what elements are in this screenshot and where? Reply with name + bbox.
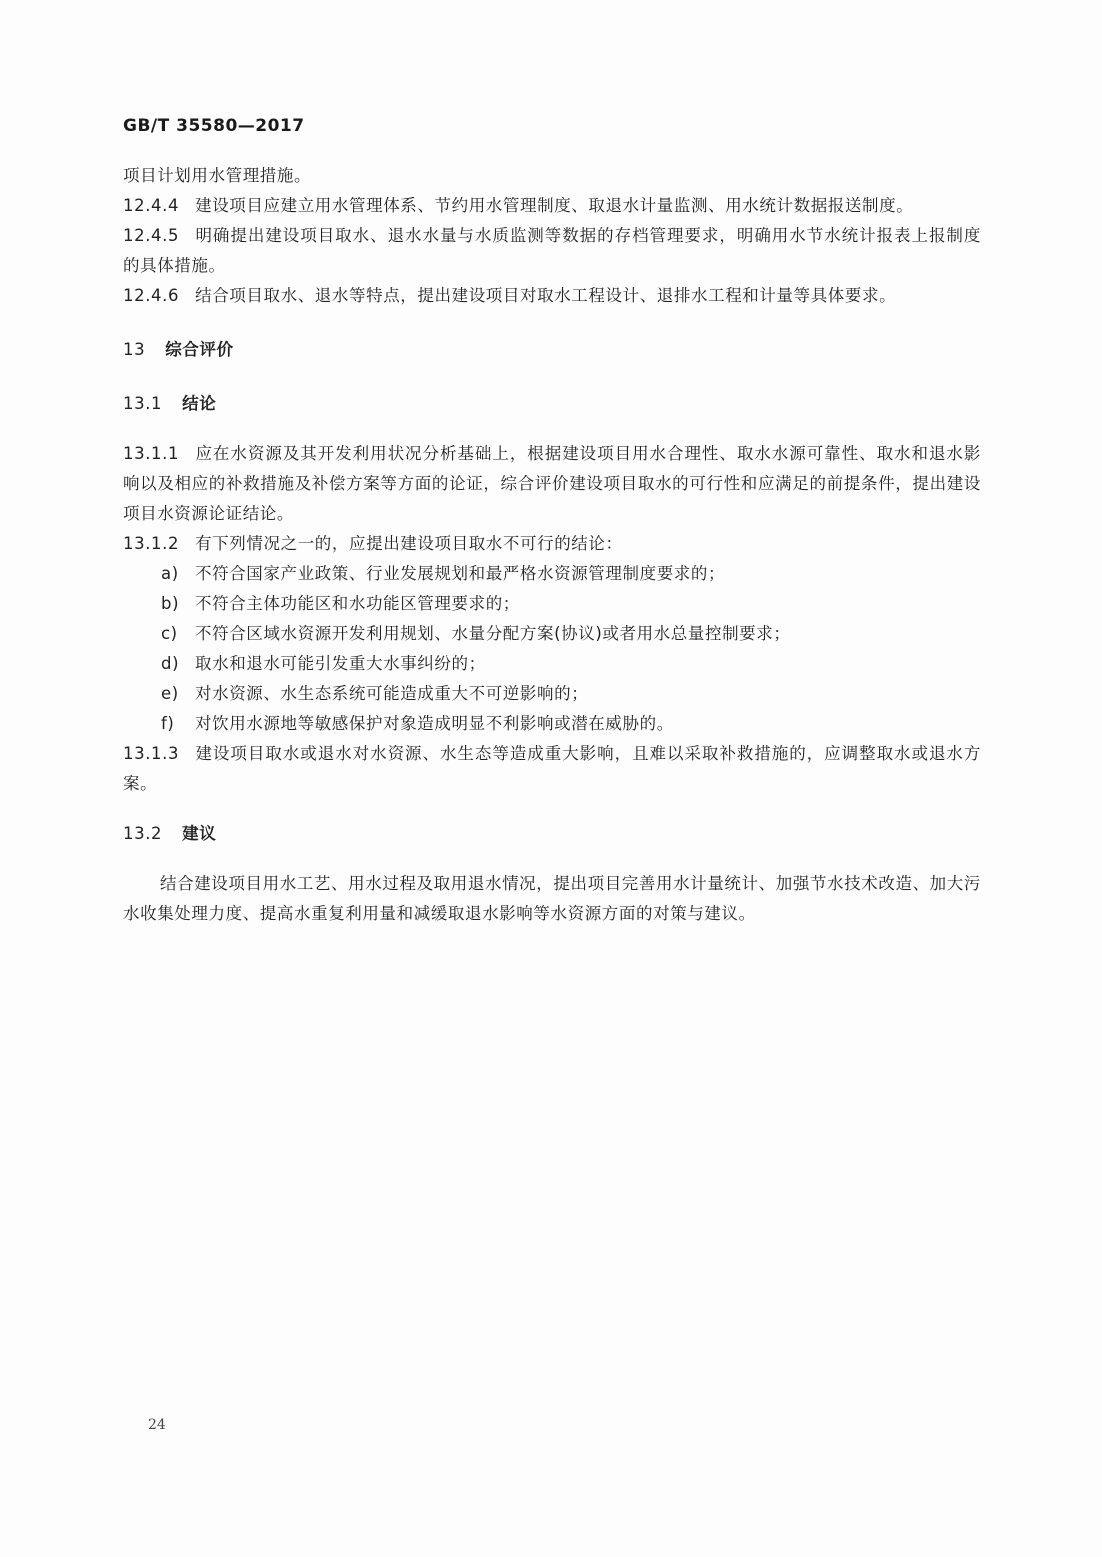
list-text: 取水和退水可能引发重大水事纠纷的； — [195, 654, 486, 673]
list-text: 不符合区域水资源开发利用规划、水量分配方案(协议)或者用水总量控制要求； — [195, 624, 791, 643]
recommendation-paragraph: 结合建设项目用水工艺、用水过程及取用退水情况，提出项目完善用水计量统计、加强节水技术改造、加大污水收集处理力度、提高水重复利用量和减缓取退水影响等水资源方面的对策与建议。 — [123, 874, 981, 923]
clause-text: 明确提出建设项目取水、退水水量与水质监测等数据的存档管理要求，明确用水节水统计报表上报制度的具体措施。 — [123, 226, 981, 275]
clause-12-4-6 — [123, 281, 981, 311]
clause-text: 建设项目应建立用水管理体系、节约用水管理制度、取退水计量监测、用水统计数据报送制度。 — [195, 196, 914, 215]
clause-number: 13.1.1 — [123, 444, 180, 463]
section-heading-13-1 — [123, 389, 981, 419]
page-number: 24 — [148, 1417, 166, 1433]
list-item-b — [123, 589, 981, 619]
clause-number: 12.4.4 — [123, 196, 180, 215]
clause-number: 13.1.2 — [123, 534, 180, 553]
section-title: 综合评价 — [165, 340, 234, 359]
list-label: c) — [161, 624, 178, 643]
clause-number: 13.1.3 — [123, 744, 180, 763]
clause-text: 建设项目取水或退水对水资源、水生态等造成重大影响，且难以采取补救措施的，应调整取水或退水方案。 — [123, 744, 981, 793]
section-heading-13-2 — [123, 819, 981, 849]
clause-number: 12.4.5 — [123, 226, 180, 245]
list-item-a — [123, 559, 981, 589]
list-item-f — [123, 709, 981, 739]
section-number: 13.2 — [123, 824, 163, 843]
list-label: e) — [161, 684, 179, 703]
list-label: b) — [161, 594, 180, 613]
section-title: 结论 — [182, 394, 217, 413]
clause-13-1-2 — [123, 529, 981, 559]
clause-number: 12.4.6 — [123, 286, 180, 305]
list-text: 对水资源、水生态系统可能造成重大不可逆影响的； — [195, 684, 589, 703]
list-item-d — [123, 649, 981, 679]
clause-text: 有下列情况之一的，应提出建设项目取水不可行的结论： — [195, 534, 623, 553]
clause-13-1-3 — [123, 739, 981, 799]
list-label: f) — [161, 714, 175, 733]
list-text: 对饮用水源地等敏感保护对象造成明显不利影响或潜在威胁的。 — [195, 714, 674, 733]
standard-code-header: GB/T 35580—2017 — [123, 116, 305, 136]
clause-text: 应在水资源及其开发利用状况分析基础上，根据建设项目用水合理性、取水水源可靠性、取水和退水影响以及相应的补救措施及补偿方案等方面的论证，综合评价建设项目取水的可行性和应满足的前提条件，提出建设项目水资源论证结论。 — [123, 444, 981, 523]
continued-paragraph: 项目计划用水管理措施。 — [123, 166, 312, 185]
section-number: 13.1 — [123, 394, 163, 413]
section-title: 建议 — [182, 824, 217, 843]
list-text: 不符合国家产业政策、行业发展规划和最严格水资源管理制度要求的； — [195, 564, 726, 583]
page-body — [123, 161, 981, 929]
clause-12-4-5 — [123, 221, 981, 281]
list-item-e — [123, 679, 981, 709]
list-text: 不符合主体功能区和水功能区管理要求的； — [195, 594, 520, 613]
clause-text: 结合项目取水、退水等特点，提出建设项目对取水工程设计、退排水工程和计量等具体要求。 — [195, 286, 897, 305]
section-heading-13 — [123, 335, 981, 365]
list-label: d) — [161, 654, 180, 673]
clause-13-1-1 — [123, 439, 981, 529]
section-number: 13 — [123, 340, 146, 359]
list-label: a) — [161, 564, 179, 583]
clause-12-4-4 — [123, 191, 981, 221]
list-item-c — [123, 619, 981, 649]
